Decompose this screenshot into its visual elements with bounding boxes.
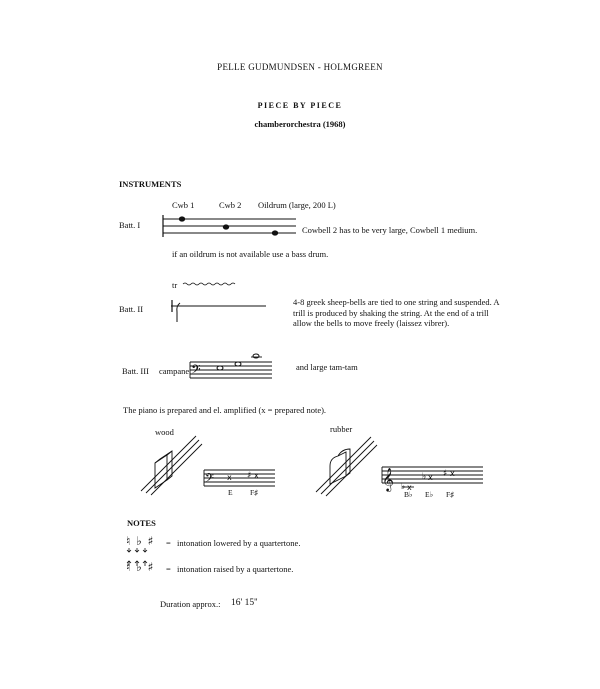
cwb2-note [223,224,229,229]
bass-clef-icon: 𝄢 [191,362,201,380]
wood-note-e: E [228,488,233,497]
treble-clef-icon: 𝄞 [382,467,394,491]
sharp-icon: ♯ [247,471,252,481]
instruments-heading: INSTRUMENTS [119,179,182,189]
rubber-note-fsharp: F♯ [446,490,454,499]
trill-marking: tr [172,280,178,290]
quartertone-arrows [127,548,147,566]
piece-title: PIECE BY PIECE [257,101,343,110]
tamtam-label: and large tam-tam [296,362,358,372]
rubber-preparation-drawing [316,437,377,496]
duration-value: 16' 15'' [231,598,258,608]
quartertone-up-symbols: ♮ ♭ ♯ [126,560,155,574]
piano-prepared-text: The piano is prepared and el. amplified (x = prepared note). [123,405,327,415]
prepared-note-x: x [254,471,259,480]
wood-label: wood [155,427,174,437]
cwb1-label: Cwb 1 [172,200,195,210]
cwb1-note [179,216,185,221]
flat-icon: ♭ [401,482,406,492]
composer-name: PELLE GUDMUNDSEN - HOLMGREEN [217,62,383,72]
sheep-bells-description: 4-8 greek sheep-bells are tied to one string and suspended. A trill is produced by shaking the string. At the end of a trill allow the bells to move freely (laissez vibrer). [293,297,500,328]
campane-staff [190,357,272,378]
batt1-label: Batt. I [119,220,141,230]
campane-note-2 [235,362,241,366]
wood-note-fsharp: F♯ [250,488,258,497]
prepared-note-x: x [450,469,455,478]
notes-heading: NOTES [127,518,156,528]
duration-label: Duration approx.: [160,599,221,609]
batt2-staff [171,300,266,322]
cwb2-label: Cwb 2 [219,200,242,210]
cowbell-note: Cowbell 2 has to be very large, Cowbell 1 medium. [302,225,478,235]
campane-notes [191,354,259,380]
rubber-note-bflat: B♭ [404,490,413,499]
oildrum-label: Oildrum (large, 200 L) [258,200,336,210]
campane-note-1 [217,366,223,370]
oildrum-note: if an oildrum is not available use a bass drum. [172,249,329,259]
prepared-note-x: x [407,483,412,492]
oildrum-note [272,230,278,235]
quartertone-down-symbols: ♮ ♭ ♯ [126,534,155,548]
prepared-note-x: x [428,473,433,482]
quartertone-lowered-text: intonation lowered by a quartertone. [177,538,301,548]
sharp-icon: ♯ [443,469,448,479]
equals-sign-2: = [166,564,171,574]
prepared-note-x: x [227,473,232,482]
rubber-label: rubber [330,424,353,434]
batt3-label: Batt. III [122,366,149,376]
wood-preparation-drawing [141,436,202,495]
quartertone-raised-text: intonation raised by a quartertone. [177,564,294,574]
rubber-note-eflat: E♭ [425,490,434,499]
flat-icon: ♭ [422,472,427,482]
campane-label: campane [159,366,190,376]
bass-clef-icon: 𝄢 [205,472,215,488]
piece-subtitle: chamberorchestra (1968) [254,119,346,129]
batt2-label: Batt. II [119,304,144,314]
wood-staff [204,470,275,486]
equals-sign-1: = [166,538,171,548]
trill-wavy-line [183,283,235,285]
